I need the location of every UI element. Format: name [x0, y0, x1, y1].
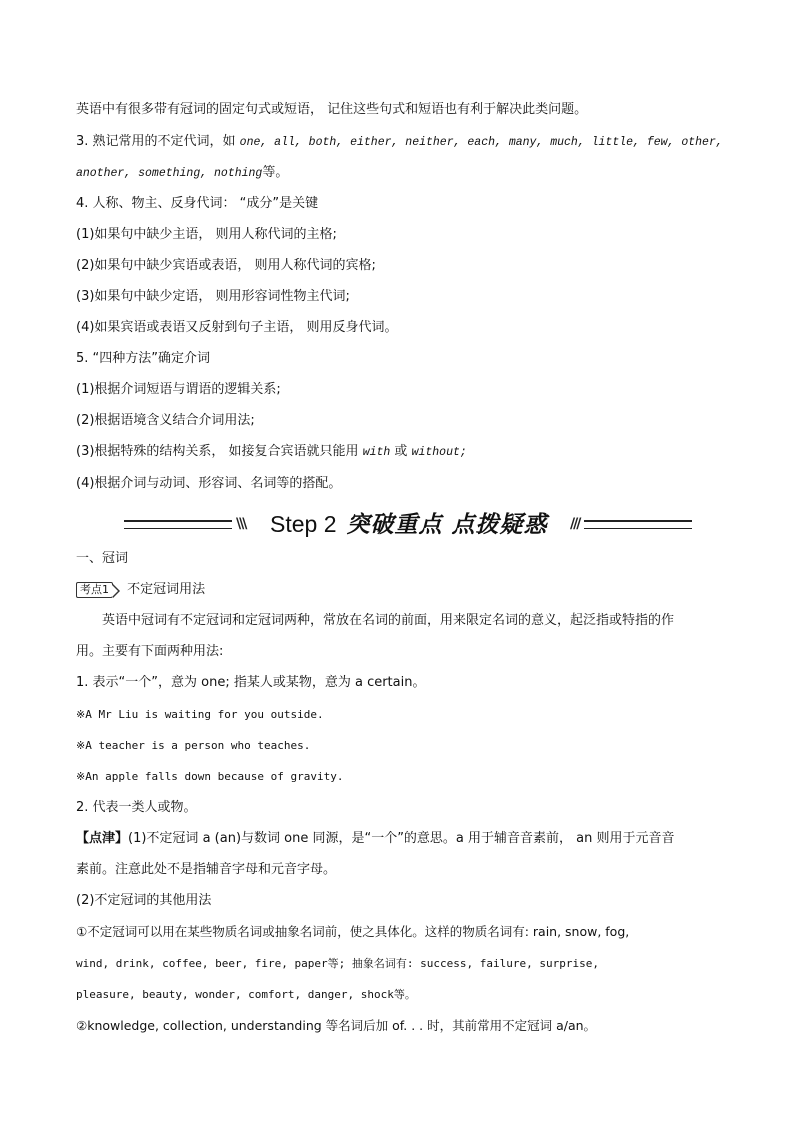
- tag-title: 不定冠词用法: [127, 582, 206, 597]
- text-line: 5. “四种方法”确定介词: [76, 351, 211, 366]
- text-line: [76, 163, 734, 184]
- text-segment: 或: [390, 444, 412, 459]
- text-line: [76, 132, 734, 153]
- banner-left-slashes: \\\: [236, 516, 246, 532]
- paragraph-line: 素前。注意此处不是指辅音字母和元音字母。: [76, 862, 337, 877]
- paragraph-line: 英语中冠词有不定冠词和定冠词两种，常放在名词的前面，用来限定名词的意义，起泛指或特指的作: [102, 613, 675, 628]
- paragraph-line: 2. 代表一类人或物。: [76, 800, 197, 815]
- pronoun-list: one, all, both, either, neither, each, many, much, little, few, other,: [239, 136, 723, 149]
- text-segment: (3)根据特殊的结构关系， 如接复合宾语就只能用: [76, 444, 363, 459]
- preposition-with: with: [362, 446, 391, 459]
- paragraph-line: pleasure, beauty, wonder, comfort, danger, shock等。: [76, 988, 416, 1001]
- paragraph-line: (2)不定冠词的其他用法: [76, 893, 212, 908]
- tag-line: [76, 580, 734, 600]
- banner-right-slashes: ///: [570, 516, 580, 532]
- paragraph-line: wind, drink, coffee, beer, fire, paper等; 抽象名词有: success, failure, surprise,: [76, 957, 599, 970]
- text-line: (3)如果句中缺少定语， 则用形容词性物主代词;: [76, 289, 350, 304]
- section-heading: 一、冠词: [76, 551, 129, 566]
- preposition-without: without;: [411, 446, 467, 459]
- text-line: (4)根据介词与动词、形容词、名词等的搭配。: [76, 476, 342, 491]
- banner-title: [270, 508, 548, 541]
- text-line: [76, 442, 734, 463]
- step-subtitle: 突破重点 点拨疑惑: [346, 511, 548, 538]
- note-label: 【点津】: [76, 831, 129, 846]
- step-label: Step 2: [270, 511, 337, 537]
- paragraph-line: ②knowledge, collection, understanding 等名词后加 of. . . 时，其前常用不定冠词 a/an。: [76, 1018, 597, 1033]
- text-line: 英语中有很多带有冠词的固定句式或短语， 记住这些句式和短语也有利于解决此类问题。: [76, 102, 588, 117]
- banner-left-rule: [124, 520, 232, 529]
- note-line: [76, 829, 734, 849]
- text-segment: 等。: [262, 165, 289, 180]
- text-line: (4)如果宾语或表语又反射到句子主语， 则用反身代词。: [76, 320, 398, 335]
- paragraph-line: 用。主要有下面两种用法:: [76, 644, 224, 659]
- paragraph-line: ①不定冠词可以用在某些物质名词或抽象名词前，使之具体化。这样的物质名词有: rain, snow, fog,: [76, 924, 630, 939]
- text-line: (1)如果句中缺少主语， 则用人称代词的主格;: [76, 227, 337, 242]
- text-segment: 3. 熟记常用的不定代词，如: [76, 134, 240, 149]
- pronoun-list: another, something, nothing: [76, 167, 263, 180]
- kaodian-tag: 考点1: [76, 582, 113, 598]
- text-line: 4. 人称、物主、反身代词： “成分”是关键: [76, 196, 319, 211]
- step-banner: [124, 508, 694, 540]
- text-line: (2)根据语境含义结合介词用法;: [76, 413, 255, 428]
- text-line: (1)根据介词短语与谓语的逻辑关系;: [76, 382, 281, 397]
- note-text: (1)不定冠词 a (an)与数词 one 同源，是“一个”的意思。a 用于辅音音素前， an 则用于元音音: [128, 831, 675, 846]
- example-sentence: ※A teacher is a person who teaches.: [76, 739, 311, 752]
- text-line: (2)如果句中缺少宾语或表语， 则用人称代词的宾格;: [76, 258, 376, 273]
- example-sentence: ※A Mr Liu is waiting for you outside.: [76, 708, 324, 721]
- paragraph-line: 1. 表示“一个”，意为 one; 指某人或某物，意为 a certain。: [76, 675, 426, 690]
- example-sentence: ※An apple falls down because of gravity.: [76, 770, 344, 783]
- banner-right-rule: [584, 520, 692, 529]
